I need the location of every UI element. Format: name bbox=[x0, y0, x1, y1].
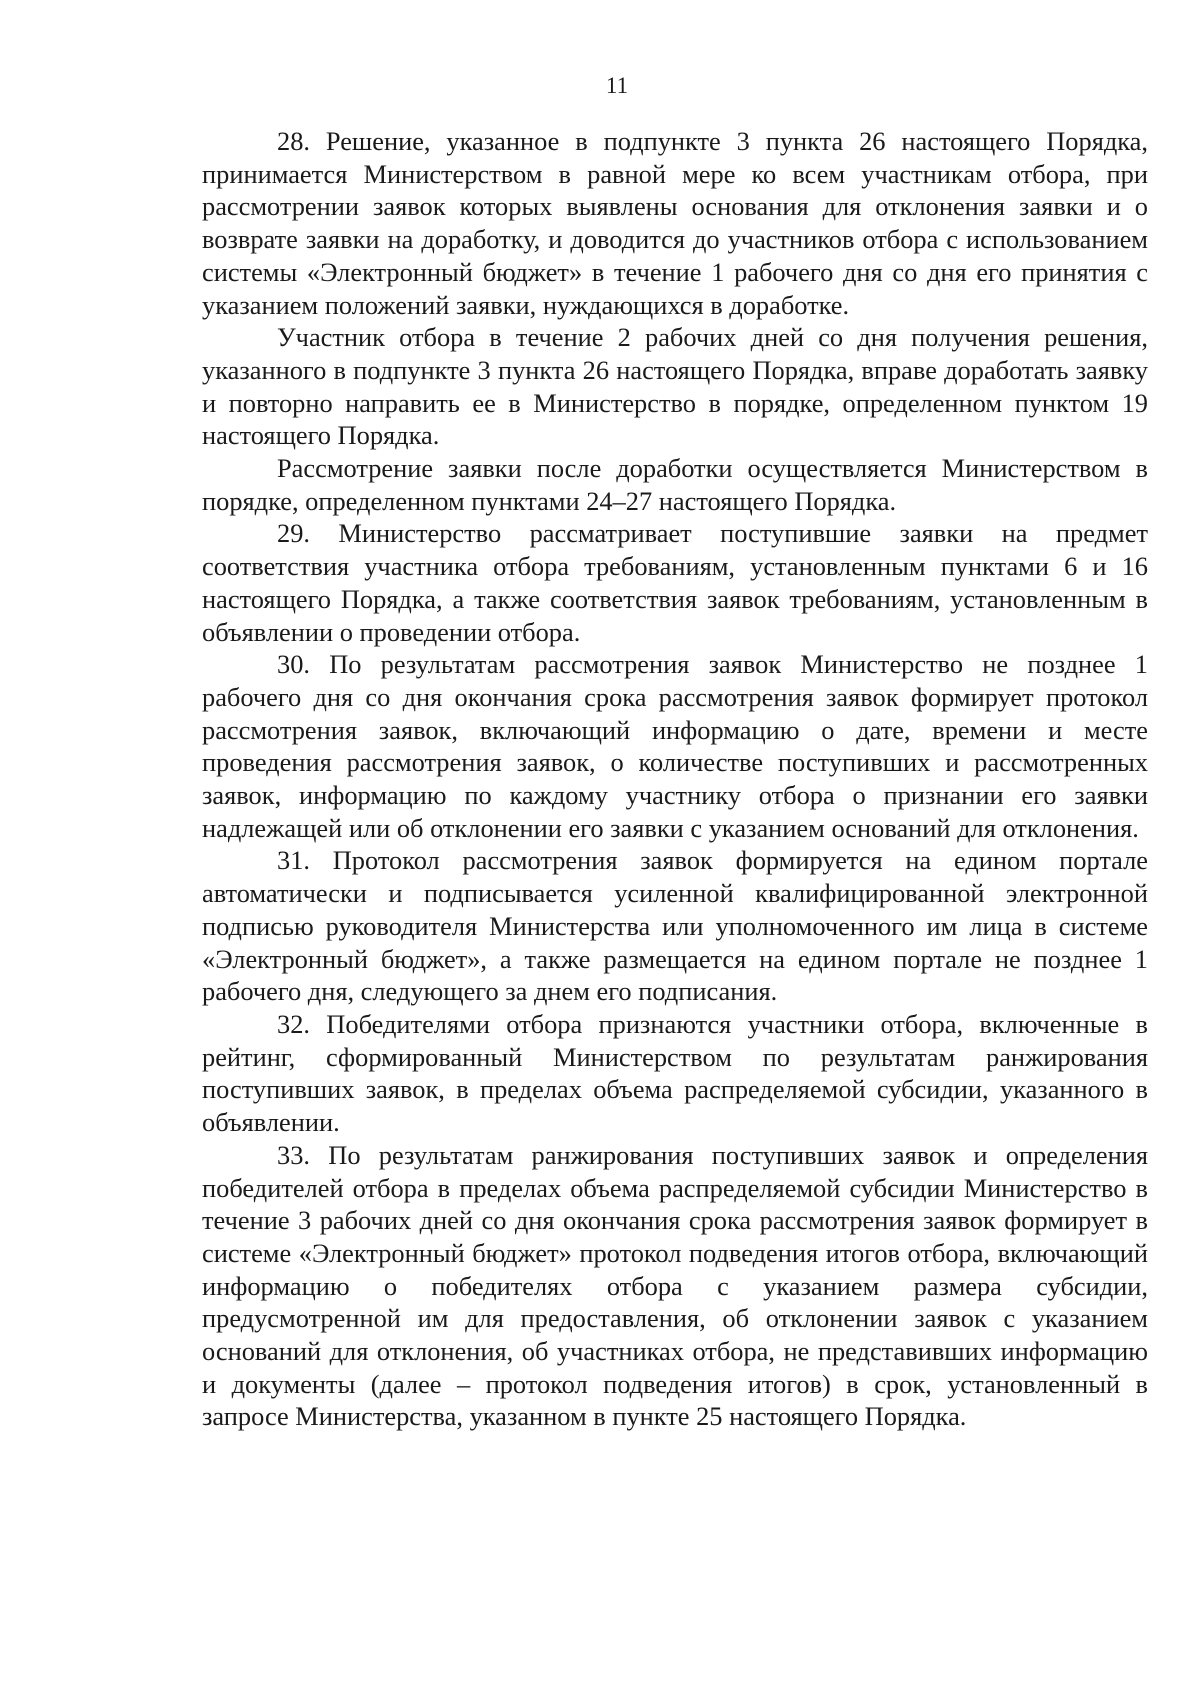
paragraph-28-review: Рассмотрение заявки после доработки осуществляется Министерством в порядке, определенном пунктами 24–27 настоящего Порядка. bbox=[202, 453, 1148, 516]
paragraph-28-revision: Участник отбора в течение 2 рабочих дней со дня получения решения, указанного в подпункте 3 пункта 26 настоящего Порядка, вправе доработать заявку и повторно направить ее в Министерство в порядке, определенном пунктом 19 настоящего Порядка. bbox=[202, 322, 1148, 451]
paragraph-29: 29. Министерство рассматривает поступившие заявки на предмет соответствия участника отбора требованиям, установленным пунктами 6 и 16 настоящего Порядка, а также соответствия заявок требованиям, установленным в объявлении о проведении отбора. bbox=[202, 518, 1148, 647]
paragraph-32: 32. Победителями отбора признаются участники отбора, включенные в рейтинг, сформированный Министерством по результатам ранжирования поступивших заявок, в пределах объема распределяемой субсидии, указанного в объявлении. bbox=[202, 1008, 1148, 1138]
page-number: 11 bbox=[605, 73, 629, 98]
document-body bbox=[202, 125, 1148, 1433]
paragraph-30: 30. По результатам рассмотрения заявок Министерство не позднее 1 рабочего дня со дня окончания срока рассмотрения заявок формирует протокол рассмотрения заявок, включающий информацию о дате, времени и месте проведения рассмотрения заявок, о количестве поступивших и рассмотренных заявок, информацию по каждому участнику отбора о признании его заявки надлежащей или об отклонении его заявки с указанием оснований для отклонения. bbox=[202, 649, 1148, 843]
paragraph-31: 31. Протокол рассмотрения заявок формируется на едином портале автоматически и подписывается усиленной квалифицированной электронной подписью руководителя Министерства или уполномоченного им лица в системе «Электронный бюджет», а также размещается на едином портале не позднее 1 рабочего дня, следующего за днем его подписания. bbox=[202, 845, 1148, 1007]
paragraph-33: 33. По результатам ранжирования поступивших заявок и определения победителей отбора в пределах объема распределяемой субсидии Министерство в течение 3 рабочих дней со дня окончания срока рассмотрения заявок формирует в системе «Электронный бюджет» протокол подведения итогов отбора, включающий информацию о победителях отбора с указанием размера субсидии, предусмотренной им для предоставления, об отклонении заявок с указанием оснований для отклонения, об участниках отбора, не представивших информацию и документы (далее – протокол подведения итогов) в срок, установленный в запросе Министерства, указанном в пункте 25 настоящего Порядка. bbox=[202, 1139, 1148, 1432]
paragraph-28: 28. Решение, указанное в подпункте 3 пункта 26 настоящего Порядка, принимается Министерством в равной мере ко всем участникам отбора, при рассмотрении заявок которых выявлены основания для отклонения заявки и о возврате заявки на доработку, и доводится до участников отбора с использованием системы «Электронный бюджет» в течение 1 рабочего дня со дня его принятия с указанием положений заявки, нуждающихся в доработке. bbox=[202, 126, 1148, 320]
